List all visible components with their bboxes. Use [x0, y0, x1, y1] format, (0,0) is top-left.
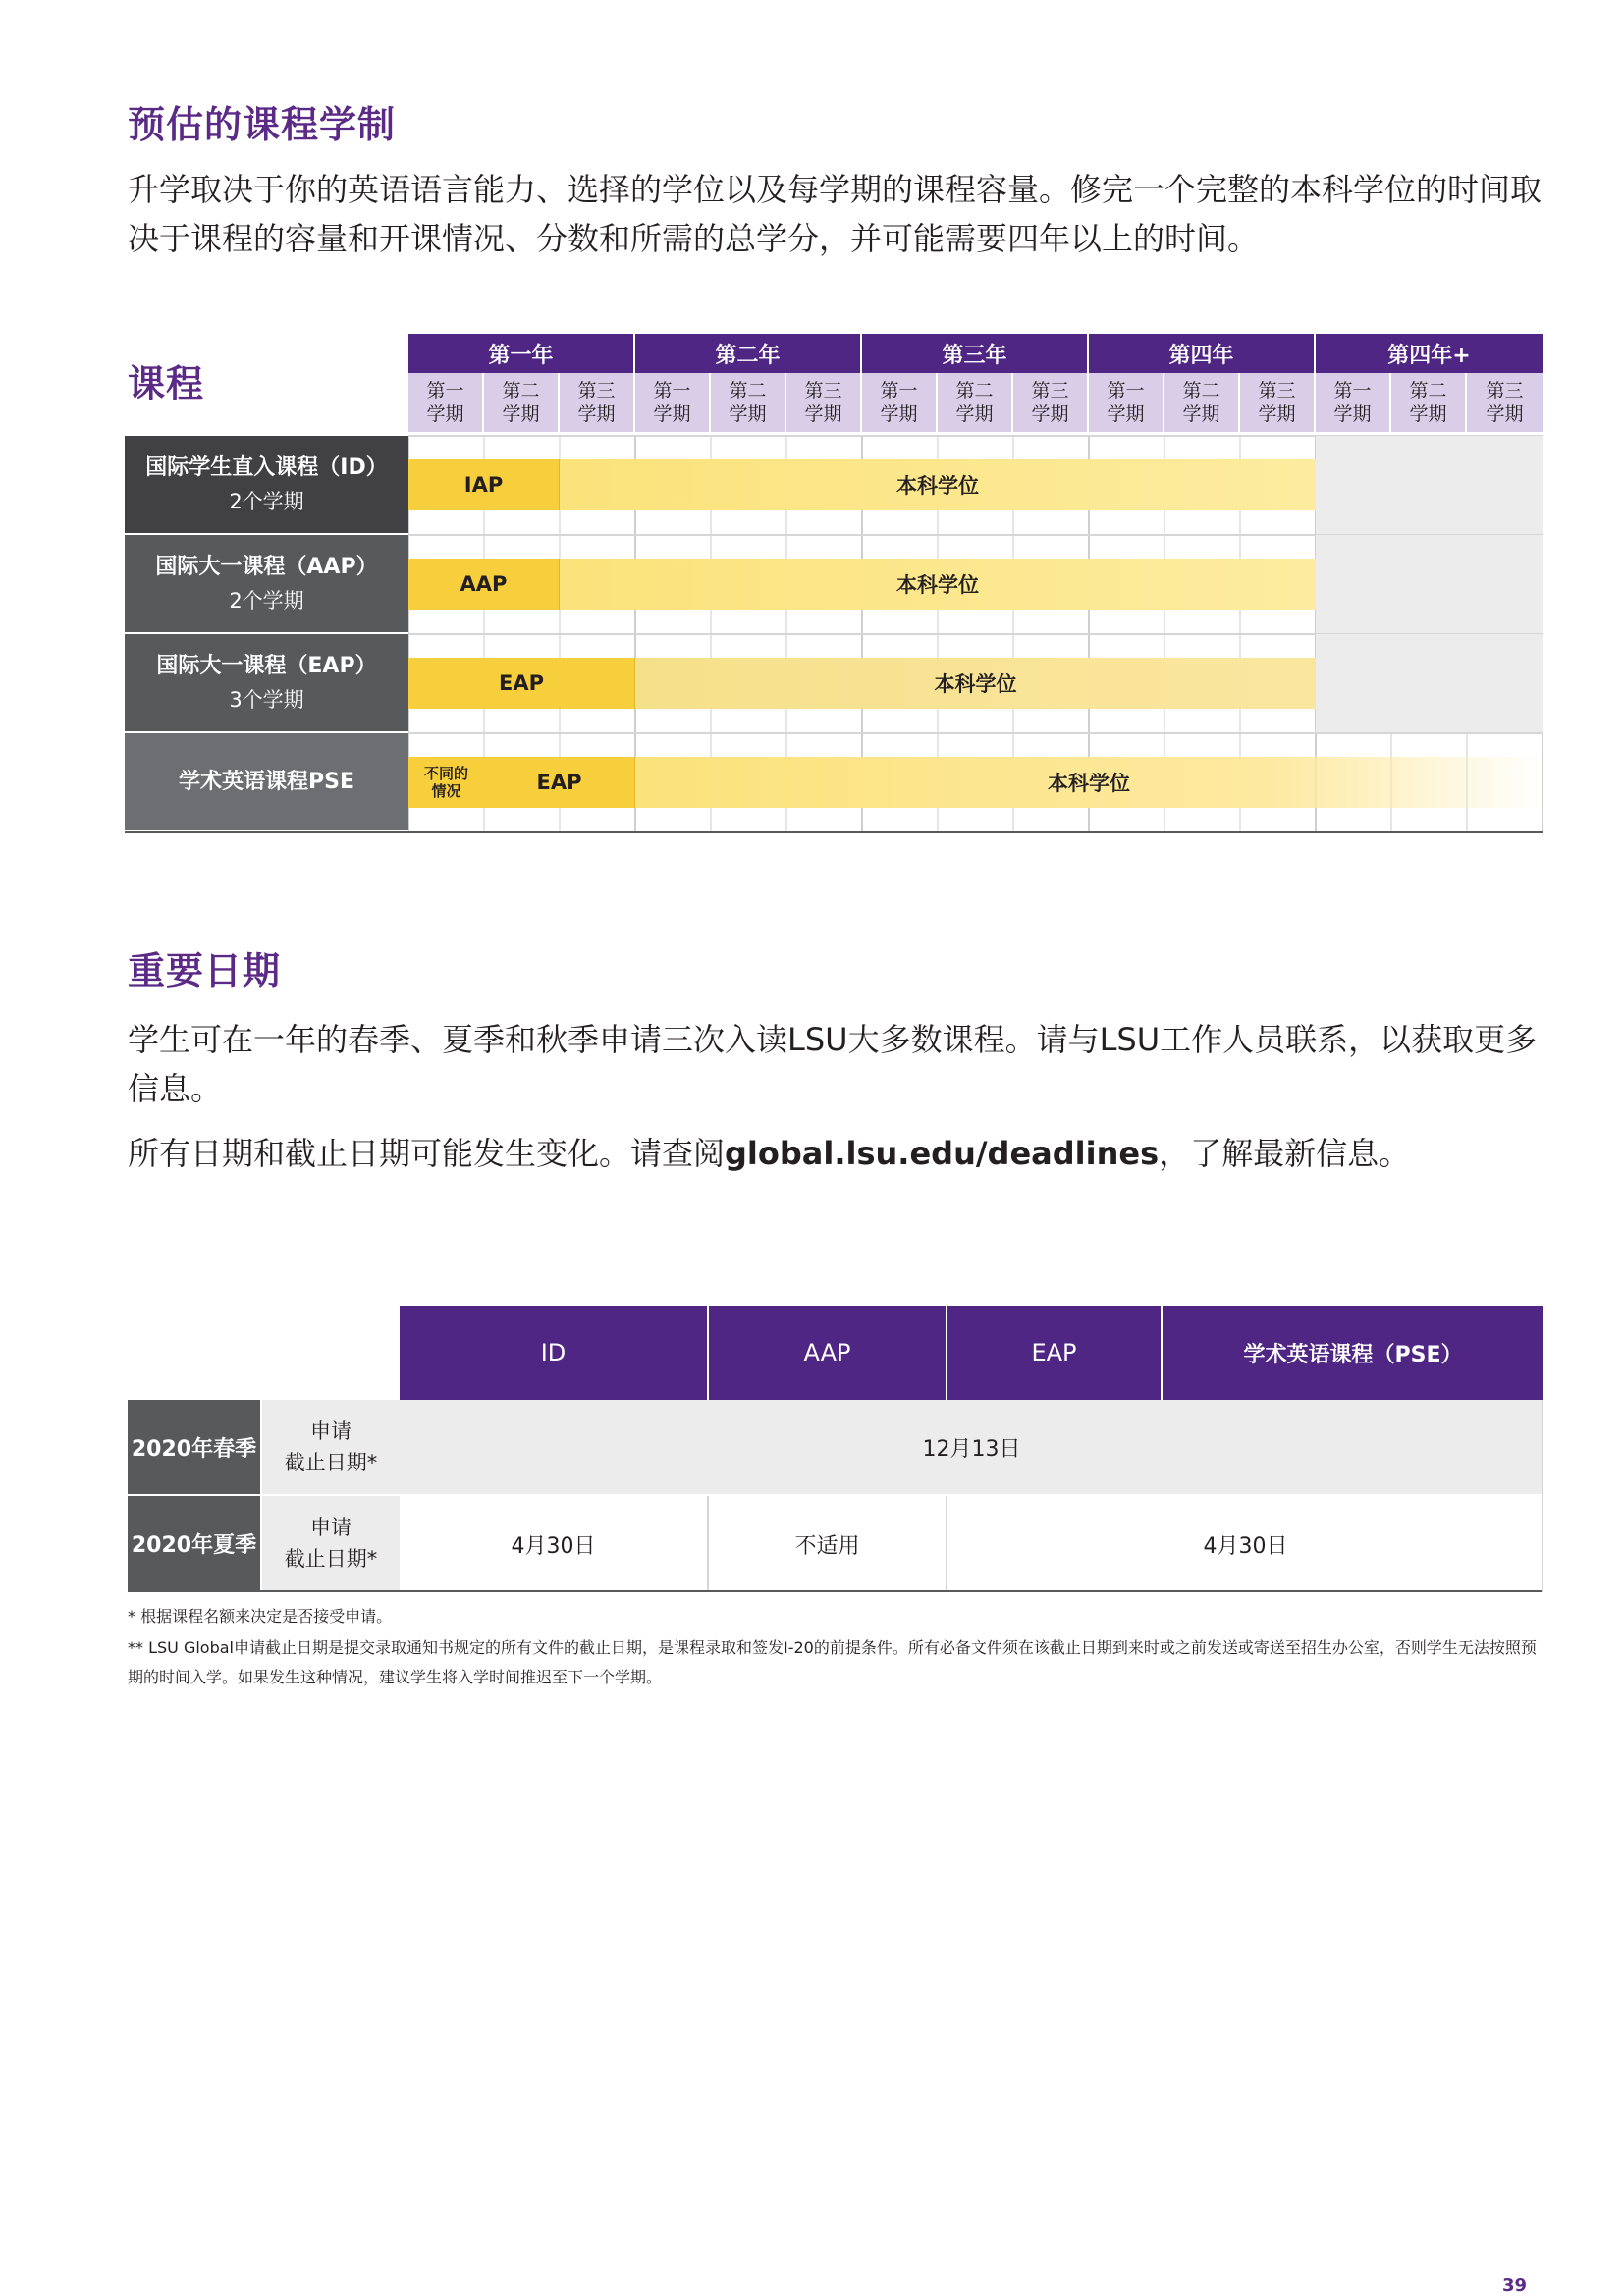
program-duration: 2个学期	[229, 588, 304, 613]
program-name: 国际大一课程（AAP）	[155, 554, 378, 579]
program-row-2-pathway-bar: AAP	[408, 559, 560, 610]
term-header-10	[1089, 373, 1164, 432]
term-header-line1: 第二	[729, 380, 767, 401]
term-header-5	[711, 373, 786, 432]
term-header-9	[1013, 373, 1089, 432]
program-row-1-degree-bar: 本科学位	[560, 459, 1316, 510]
season-summer-2020: 2020年夏季	[128, 1496, 260, 1592]
term-header-line1: 第二	[502, 380, 540, 401]
term-header-line1: 第一	[880, 380, 918, 401]
term-header-11	[1164, 373, 1240, 432]
program-row-3-degree-bar: 本科学位	[635, 658, 1316, 709]
not-applicable-area	[1316, 634, 1543, 732]
term-header-13	[1316, 373, 1391, 432]
term-header-line2: 学期	[1258, 403, 1296, 425]
dates-paragraph-2-before: 所有日期和截止日期可能发生变化。请查阅	[128, 1135, 726, 1172]
term-header-8	[938, 373, 1013, 432]
term-header-line1: 第三	[1031, 380, 1069, 401]
term-header-line2: 学期	[653, 403, 691, 425]
term-header-2	[484, 373, 560, 432]
section-title-program-duration: 预估的课程学制	[128, 103, 397, 146]
program-row-4-degree-bar: 本科学位	[635, 757, 1543, 808]
term-header-line1: 第一	[653, 380, 691, 401]
program-row-label-3	[125, 634, 408, 733]
dates-col-header-pse: 学术英语课程（PSE）	[1163, 1306, 1543, 1400]
term-header-line2: 学期	[577, 403, 616, 425]
program-name: 国际学生直入课程（ID）	[145, 454, 388, 480]
term-header-line2: 学期	[1031, 403, 1069, 425]
program-row-label-1	[125, 436, 408, 535]
term-header-line2: 学期	[1486, 403, 1524, 425]
summer-deadline-aap: 不适用	[709, 1496, 947, 1592]
program-row-2-degree-bar: 本科学位	[560, 559, 1316, 610]
term-header-line1: 第一	[1333, 380, 1372, 401]
term-header-line2: 学期	[955, 403, 994, 425]
program-table-bottom-border	[125, 831, 1543, 833]
term-header-line1: 第一	[426, 380, 464, 401]
season-spring-2020: 2020年春季	[128, 1400, 260, 1496]
term-header-line1: 第一	[1107, 380, 1145, 401]
dates-paragraph-1: 学生可在一年的春季、夏季和秋季申请三次入读LSU大多数课程。请与LSU工作人员联系，以获取更多信息。	[128, 1021, 1538, 1107]
section-title-important-dates: 重要日期	[128, 949, 282, 992]
dates-col-header-aap: AAP	[709, 1306, 947, 1400]
term-header-4	[635, 373, 711, 432]
term-header-15	[1467, 373, 1543, 432]
term-header-line1: 第二	[955, 380, 994, 401]
program-name: 国际大一课程（EAP）	[156, 653, 377, 678]
dates-col-header-eap: EAP	[947, 1306, 1163, 1400]
not-applicable-area	[1316, 436, 1543, 534]
term-header-1	[408, 373, 484, 432]
grid-hline	[408, 732, 1543, 734]
dates-paragraph-2-after: ，了解最新信息。	[1159, 1135, 1411, 1172]
term-header-14	[1391, 373, 1467, 432]
varies-cell	[408, 757, 484, 808]
term-header-line1: 第三	[1486, 380, 1524, 401]
term-header-line2: 学期	[1182, 403, 1220, 425]
term-header-line1: 第三	[1258, 380, 1296, 401]
term-header-12	[1240, 373, 1316, 432]
dates-table-bottom-border	[128, 1590, 1543, 1592]
term-header-line2: 学期	[1107, 403, 1145, 425]
program-duration: 2个学期	[229, 489, 304, 513]
year-header-4: 第四年	[1089, 334, 1316, 373]
term-header-line2: 学期	[426, 403, 464, 425]
program-name: 学术英语课程PSE	[179, 769, 354, 794]
year-header-2: 第二年	[635, 334, 862, 373]
intro-paragraph: 升学取决于你的英语语言能力、选择的学位以及每学期的课程容量。修完一个完整的本科学位的时间取决于课程的容量和开课情况、分数和所需的总学分，并可能需要四年以上的时间。	[128, 171, 1543, 257]
program-row-4-pathway-bar: EAP	[484, 757, 635, 808]
summer-deadline-id: 4月30日	[400, 1496, 709, 1592]
dates-table-right-border	[1542, 1400, 1543, 1592]
summer-deadline-eap-pse: 4月30日	[1203, 1533, 1288, 1559]
program-row-label-2	[125, 535, 408, 634]
term-header-line2: 学期	[502, 403, 540, 425]
footnote-1: * 根据课程名额来决定是否接受申请。	[128, 1607, 393, 1626]
program-row-label-4	[125, 733, 408, 832]
term-header-line2: 学期	[729, 403, 767, 425]
deadline-type-spring-line2: 截止日期*	[284, 1451, 378, 1474]
footnote-2: ** LSU Global申请截止日期是提交录取通知书规定的所有文件的截止日期，是课程录取和签发I-20的前提条件。所有必备文件须在该截止日期到来时或之前发送或寄送至招生办公室，否则学生无法按照预期的时间入学。如果发生这种情况，建议学生将入学时间推迟至下一个学期。	[128, 1638, 1537, 1686]
term-header-line2: 学期	[1409, 403, 1447, 425]
term-header-line2: 学期	[1333, 403, 1372, 425]
year-header-3: 第三年	[862, 334, 1089, 373]
program-table-heading: 课程	[128, 362, 205, 405]
dates-col-header-id: ID	[400, 1306, 709, 1400]
spring-deadline-all: 12月13日	[400, 1400, 1543, 1496]
term-header-6	[786, 373, 862, 432]
term-header-line2: 学期	[880, 403, 918, 425]
program-duration: 3个学期	[229, 687, 304, 712]
term-header-line1: 第三	[577, 380, 616, 401]
term-header-7	[862, 373, 938, 432]
deadline-type-summer	[260, 1496, 400, 1592]
deadline-type-spring	[260, 1400, 400, 1496]
varies-line2: 情况	[431, 782, 461, 800]
term-header-line1: 第三	[804, 380, 842, 401]
program-row-3-pathway-bar: EAP	[408, 658, 635, 709]
deadlines-link[interactable]: global.lsu.edu/deadlines	[725, 1135, 1160, 1172]
year-header-5: 第四年+	[1316, 334, 1543, 373]
term-header-line1: 第二	[1409, 380, 1447, 401]
program-row-1-pathway-bar: IAP	[408, 459, 560, 510]
deadline-type-spring-line1: 申请	[310, 1419, 352, 1443]
page-number: 39	[1502, 2275, 1528, 2296]
year-header-1: 第一年	[408, 334, 635, 373]
term-header-line1: 第二	[1182, 380, 1220, 401]
varies-line1: 不同的	[423, 765, 468, 782]
term-header-line2: 学期	[804, 403, 842, 425]
program-timeline-table	[0, 0, 1624, 883]
term-header-3	[560, 373, 635, 432]
dates-paragraph-2	[128, 1129, 1542, 1178]
deadline-type-summer-line1: 申请	[310, 1516, 352, 1539]
not-applicable-area	[1316, 535, 1543, 633]
deadline-type-summer-line2: 截止日期*	[284, 1547, 378, 1571]
